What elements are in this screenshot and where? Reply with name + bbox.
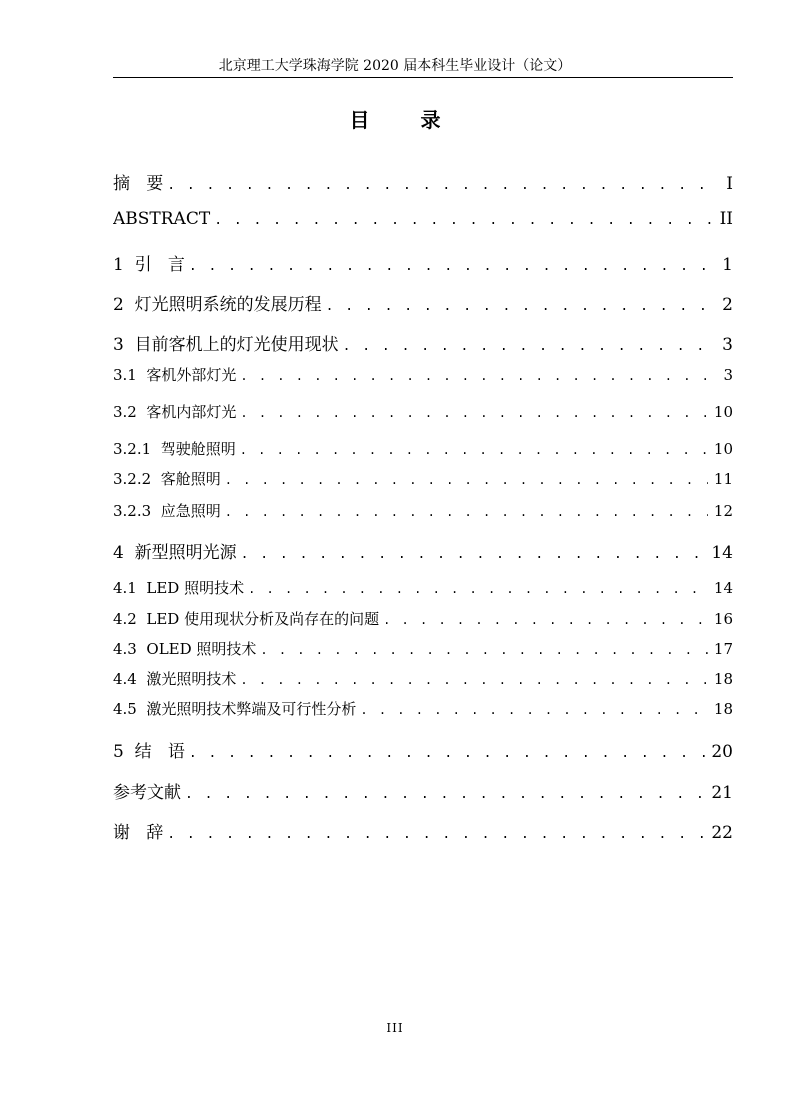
toc-leader-dots — [225, 473, 708, 487]
toc-leader-dots — [167, 827, 705, 842]
toc-entry-page: 21 — [711, 783, 733, 803]
toc-entry-section-4-4[interactable] — [113, 668, 733, 689]
toc-entry-label: 4.2 LED 使用现状分析及尚存在的问题 — [113, 610, 380, 628]
toc-entry-label: 5 结 语 — [113, 742, 185, 762]
toc-leader-dots — [189, 259, 716, 274]
toc-entry-section-4-5[interactable] — [113, 698, 733, 719]
toc-entry-page: 16 — [713, 610, 733, 628]
toc-entry-acknowledgements[interactable] — [113, 818, 733, 843]
toc-leader-dots — [241, 547, 706, 562]
toc-entry-label: 1 引 言 — [113, 255, 185, 275]
toc-entry-chapter-5[interactable] — [113, 737, 733, 762]
toc-entry-label: 4 新型照明光源 — [113, 543, 237, 563]
toc-leader-dots — [240, 673, 708, 687]
toc-leader-dots — [260, 643, 708, 657]
toc-leader-dots — [167, 178, 720, 193]
toc-leader-dots — [248, 582, 708, 596]
toc-title: 目 录 — [349, 108, 463, 132]
toc-entry-label: 参考文献 — [113, 783, 181, 803]
toc-entry-label: 4.4 激光照明技术 — [113, 670, 237, 688]
toc-entry-abstract-cn[interactable] — [113, 169, 733, 194]
toc-entry-label: 3 目前客机上的灯光使用现状 — [113, 335, 339, 355]
toc-entry-section-3-2-3[interactable] — [113, 500, 733, 521]
toc-entry-label: 摘 要 — [113, 174, 164, 194]
toc-entry-section-3-2-2[interactable] — [113, 468, 733, 489]
toc-entry-page: 10 — [713, 440, 733, 458]
toc-entry-page: 3 — [723, 366, 733, 384]
toc-entry-section-3-2-1[interactable] — [113, 438, 733, 459]
toc-entry-label: 3.2.2 客舱照明 — [113, 470, 221, 488]
toc-entry-section-4-3[interactable] — [113, 638, 733, 659]
toc-entry-label: 谢 辞 — [113, 823, 164, 843]
toc-entry-label: 4.3 OLED 照明技术 — [113, 640, 257, 658]
toc-entry-page: 18 — [713, 700, 733, 718]
toc-entry-page: 10 — [713, 403, 733, 421]
toc-entry-abstract-en[interactable] — [113, 209, 733, 229]
toc-entry-section-3-1[interactable] — [113, 364, 733, 385]
toc-entry-page: 17 — [713, 640, 733, 658]
toc-leader-dots — [240, 369, 717, 383]
toc-entry-label: 3.1 客机外部灯光 — [113, 366, 237, 384]
toc-leader-dots — [343, 339, 717, 354]
toc-leader-dots — [185, 787, 705, 802]
toc-entry-page: I — [726, 174, 733, 194]
toc-entry-label: 4.5 激光照明技术弊端及可行性分析 — [113, 700, 357, 718]
toc-entry-label: ABSTRACT — [113, 209, 211, 229]
toc-leader-dots — [360, 703, 708, 717]
toc-leader-dots — [240, 443, 708, 457]
toc-entry-section-3-2[interactable] — [113, 401, 733, 422]
toc-entry-page: 12 — [713, 502, 733, 520]
toc-entry-page: 14 — [713, 579, 733, 597]
toc-entry-page: 20 — [711, 742, 733, 762]
page-number: III — [386, 1021, 404, 1035]
toc-entry-section-4-1[interactable] — [113, 577, 733, 598]
toc-leader-dots — [326, 299, 717, 314]
toc-entry-page: 18 — [713, 670, 733, 688]
toc-entry-references[interactable] — [113, 778, 733, 803]
toc-entry-page: 2 — [722, 295, 733, 315]
toc-entry-label: 4.1 LED 照明技术 — [113, 579, 245, 597]
toc-entry-page: 22 — [711, 823, 733, 843]
page-header: 北京理工大学珠海学院 2020 届本科生毕业设计（论文） — [218, 58, 572, 74]
toc-entry-label: 3.2 客机内部灯光 — [113, 403, 237, 421]
toc-entry-label: 3.2.1 驾驶舱照明 — [113, 440, 236, 458]
toc-entry-chapter-2[interactable] — [113, 290, 733, 315]
toc-leader-dots — [383, 613, 708, 627]
toc-entry-page: 11 — [713, 470, 733, 488]
toc-entry-label: 3.2.3 应急照明 — [113, 502, 221, 520]
header-rule — [113, 77, 733, 78]
toc-entry-section-4-2[interactable] — [113, 608, 733, 629]
toc-leader-dots — [225, 505, 708, 519]
toc-entry-page: II — [719, 209, 733, 229]
toc-leader-dots — [214, 213, 713, 228]
toc-entry-page: 14 — [711, 543, 733, 563]
toc-leader-dots — [240, 406, 708, 420]
toc-entry-chapter-3[interactable] — [113, 330, 733, 355]
toc-leader-dots — [189, 746, 706, 761]
toc-entry-chapter-1[interactable] — [113, 250, 733, 275]
toc-entry-label: 2 灯光照明系统的发展历程 — [113, 295, 322, 315]
toc-entry-page: 1 — [722, 255, 733, 275]
toc-entry-chapter-4[interactable] — [113, 538, 733, 563]
toc-entry-page: 3 — [722, 335, 733, 355]
